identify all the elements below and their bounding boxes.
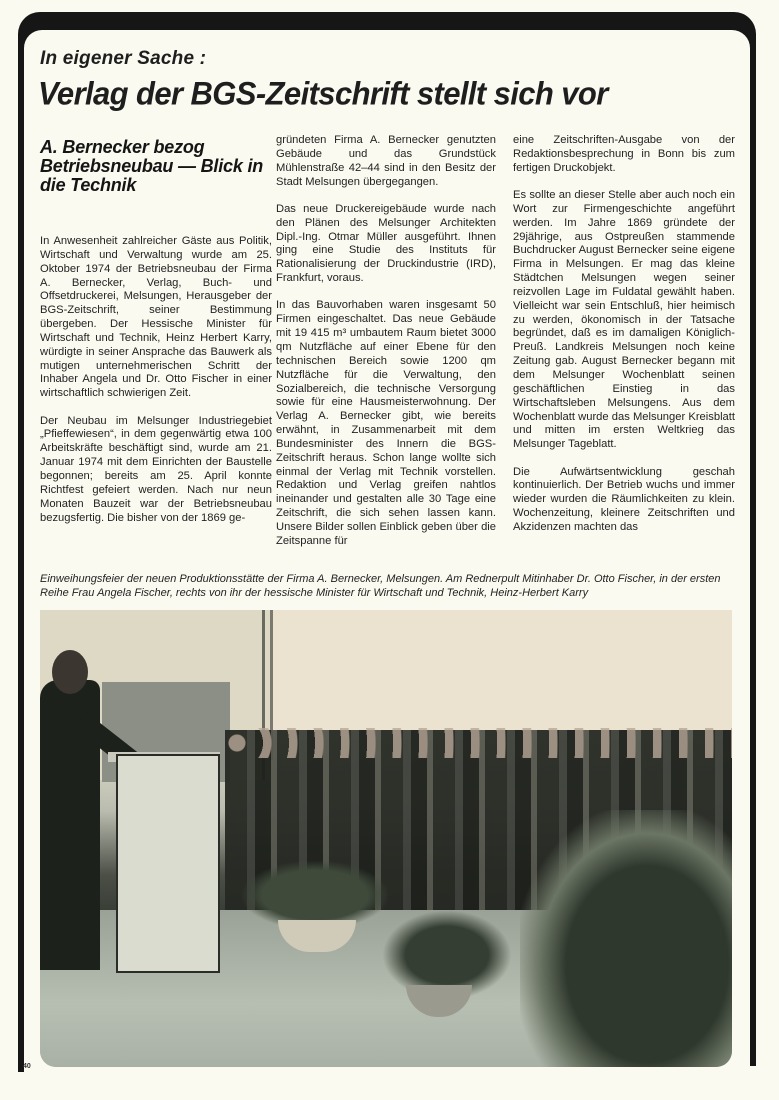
paragraph: Der Neubau im Melsunger Industriegebiet „Pfieffewiesen“, in dem gegenwärtig etwa 100 Arbeitskräfte beschäftigt sind, wurde am 21. Januar 1974 mit dem Einrichten der Baustelle begonnen; bereits am 25. April konnte Richtfest gefeiert werden. Nach nur neun Monaten Bauzeit war der Betriebsneubau bezugsfertig. Die bisher von der 1869 ge- xyxy=(40,414,272,524)
photo-caption: Einweihungsfeier der neuen Produktionsstätte der Firma A. Bernecker, Melsungen. Am Rednerpult Mitinhaber Dr. Otto Fischer, in der ersten Reihe Frau Angela Fischer, rechts von ihr der hessische Minister für Wirtschaft und Technik, Heinz-Herbert Karry xyxy=(40,573,721,599)
paragraph: Die Aufwärtsentwicklung geschah kontinuierlich. Der Betrieb wuchs und immer wieder wurden die Räumlichkeiten zu klein. Wochenzeitung, kleinere Zeitschriften und Akzidenzen machten das xyxy=(513,465,735,533)
article-column-1 xyxy=(40,134,272,539)
page-number: 40 xyxy=(23,1063,31,1070)
paragraph: Es sollte an dieser Stelle aber auch noch ein Wort zur Firmengeschichte angeführt werden. Im Jahre 1869 gründete der 29jährige, aus Ostpreußen stammende Buchdrucker August Bernecker seine eigene Firma in Melsungen. Er mag das kleine Städtchen Melsungen wegen seiner reizvollen Lage im Fuldatal gewählt haben. Vielleicht war sein Entschluß, hier heimisch zu werden, ökonomisch in der Tatsache begründet, daß es im damaligen Königlich-Preuß. Landkreis Melsungen noch keine Zeitung gab. August Bernecker begann mit dem Melsunger Wochenblatt seinen geschäftlichen Einstieg in das Wirtschaftsleben Melsungens. Aus dem Wochenblatt wurde das Melsunger Kreisblatt und mitten im ersten Weltkrieg das Melsunger Tageblatt. xyxy=(513,189,735,451)
kicker: In eigener Sache : xyxy=(40,48,207,69)
photo-audience-heads xyxy=(225,728,732,758)
photo-plant xyxy=(520,810,732,1067)
article-column-2 xyxy=(276,134,496,562)
paragraph: eine Zeitschriften-Ausgabe von der Redaktionsbesprechung in Bonn bis zum fertigen Druckobjekt. xyxy=(513,134,735,174)
ceremony-photo xyxy=(40,610,732,1067)
frame-left-rule xyxy=(18,40,24,1072)
paragraph: Das neue Druckereigebäude wurde nach den Plänen des Melsunger Architekten Dipl.-Ing. Otmar Müller ausgeführt. Ihnen ging eine Studie des Instituts für Rationalisierung der Druckindustrie (IRD), Frankfurt, voraus. xyxy=(276,202,496,285)
photo-wall-right xyxy=(272,610,732,740)
paragraph: In das Bauvorhaben waren insgesamt 50 Firmen eingeschaltet. Das neue Gebäude mit 19 415 m³ umbautem Raum bietet 3000 qm Nutzfläche auf einer Ebene für den technischen Bereich sowie 1200 qm Nutzfläche für die Verwaltung, den Sozialbereich, die technische Versorgung sowie für eine Hausmeisterwohnung. Der Verlag A. Bernecker gibt, wie bereits erwähnt, in Zusammenarbeit mit dem Bundesminister des Innern die BGS-Zeitschrift heraus. Schon lange wollte sich einmal der Verlag mit Technik vorstellen. Redaktion und Verlag greifen nahtlos ineinander und gestalten alle 30 Tage eine Zeitschrift, die sich sehen lassen kann. Unsere Bilder sollen Einblick geben über die Zeitspanne für xyxy=(276,299,496,547)
headline: Verlag der BGS-Zeitschrift stellt sich vor xyxy=(38,75,608,112)
paragraph: In Anwesenheit zahlreicher Gäste aus Politik, Wirtschaft und Verwaltung wurde am 25. Oktober 1974 der Betriebsneubau der Firma A. Bernecker, Verlag, Buch- und Offsetdruckerei, Melsungen, Herausgeber der BGS-Zeitschrift, seiner Bestimmung übergeben. Der Hessische Minister für Wirtschaft und Technik, Heinz Herbert Karry, würdigte in seiner Ansprache das Bauwerk als mutigen unternehmerischen Schritt der Inhaber Angela und Dr. Otto Fischer in einer wirtschaftlich schwierigen Zeit. xyxy=(40,235,272,400)
paragraph: gründeten Firma A. Bernecker genutzten Gebäude und das Grundstück Mühlenstraße 42–44 sind in den Besitz der Stadt Melsungen übergegangen. xyxy=(276,134,496,188)
article-column-3 xyxy=(513,134,735,548)
subhead: A. Bernecker bezog Betriebsneubau — Blick in die Technik xyxy=(40,137,264,195)
photo-podium xyxy=(116,754,220,973)
photo-speaker-head xyxy=(52,650,88,694)
frame-right-rule xyxy=(750,40,756,1066)
